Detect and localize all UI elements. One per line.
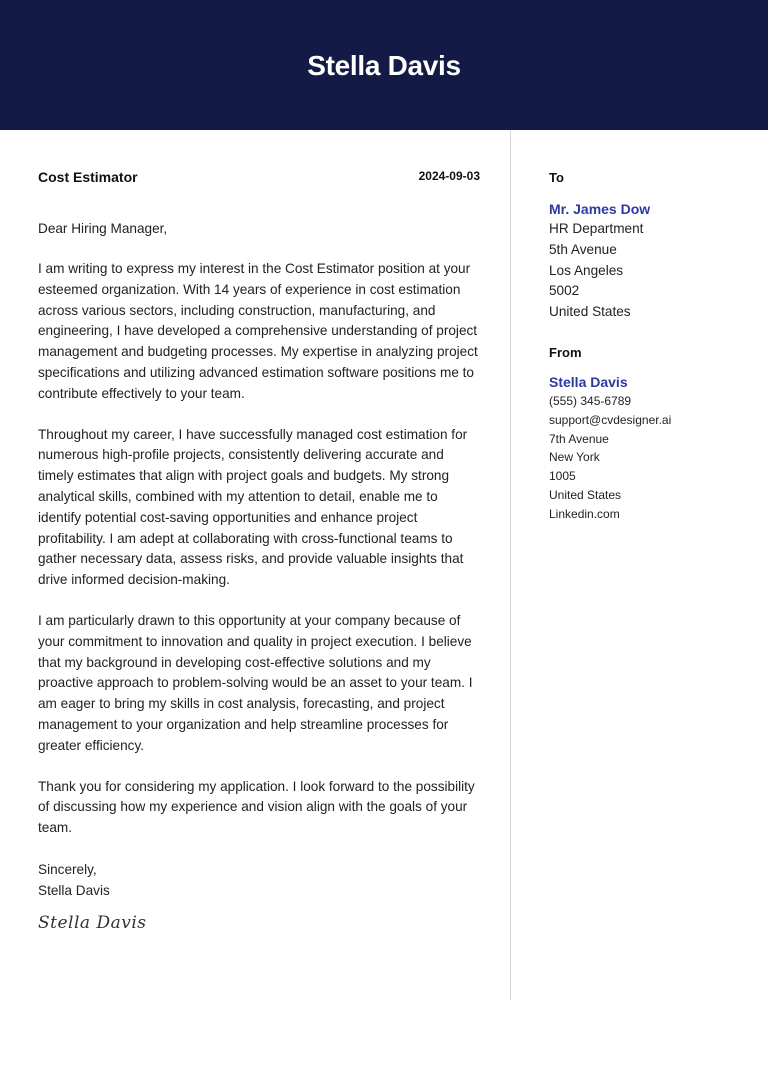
sender-name: Stella Davis	[549, 373, 628, 390]
paragraph-3: I am particularly drawn to this opportunity at your company because of your commitment to innovation and quality in project execution. I believe that my background in developing cost-effective solutions and my proactive approach to problem-solving would be an asset to your team. I am eager to bring my skills in cost analysis, forecasting, and project management to your organization and help streamline processes for greater efficiency.	[38, 612, 473, 753]
sender-email: support@cvdesigner.ai	[549, 412, 672, 427]
letter-body	[38, 130, 480, 933]
salutation: Dear Hiring Manager,	[38, 221, 168, 236]
paragraph-2: Throughout my career, I have successfully managed cost estimation for numerous high-profile projects, consistently delivering accurate and timely estimates that align with project goals and budgets. My strong analytical skills, combined with my attention to detail, enable me to identify potential cost-saving opportunities and enhance project profitability. I am adept at collaborating with cross-functional teams to gather necessary data, assess risks, and provide valuable insights that drive informed decision-making.	[38, 426, 468, 588]
job-title: Cost Estimator	[38, 169, 138, 185]
letter-date: 2024-09-03	[418, 169, 480, 183]
recipient-name: Mr. James Dow	[549, 201, 651, 217]
to-heading: To	[549, 170, 564, 185]
header-name: Stella Davis	[307, 50, 461, 81]
recipient-country: United States	[549, 304, 631, 320]
signature: Stella Davis	[38, 912, 147, 933]
sender-city: New York	[549, 450, 600, 465]
sender-linkedin: Linkedin.com	[549, 506, 620, 521]
sender-phone: (555) 345-6789	[549, 393, 632, 408]
paragraph-1: I am writing to express my interest in the Cost Estimator position at your esteemed organization. With 14 years of experience in cost estimation across various sectors, including construction, manufacturing, and engineering, I have developed a comprehensive understanding of project management and budgeting processes. My expertise in analyzing project specifications and utilizing advanced estimation software positions me to contribute effectively to your team.	[38, 261, 478, 401]
closing-phrase: Sincerely,	[38, 861, 97, 877]
title-row	[38, 169, 480, 189]
column-divider	[510, 130, 511, 1000]
sender-street: 7th Avenue	[549, 431, 609, 446]
recipient-zip: 5002	[549, 283, 580, 299]
sender-zip: 1005	[549, 469, 576, 484]
from-heading: From	[549, 344, 582, 360]
paragraph-4: Thank you for considering my application. I look forward to the possibility of discussing how my experience and vision align with the goals of your team.	[38, 778, 475, 836]
closing-name: Stella Davis	[38, 882, 110, 898]
recipient-street: 5th Avenue	[549, 241, 617, 257]
header-banner	[0, 0, 768, 130]
recipient-department: HR Department	[549, 221, 644, 236]
sender-country: United States	[549, 487, 622, 502]
contact-sidebar	[549, 130, 759, 524]
recipient-city: Los Angeles	[549, 262, 624, 278]
closing-block	[38, 859, 480, 901]
